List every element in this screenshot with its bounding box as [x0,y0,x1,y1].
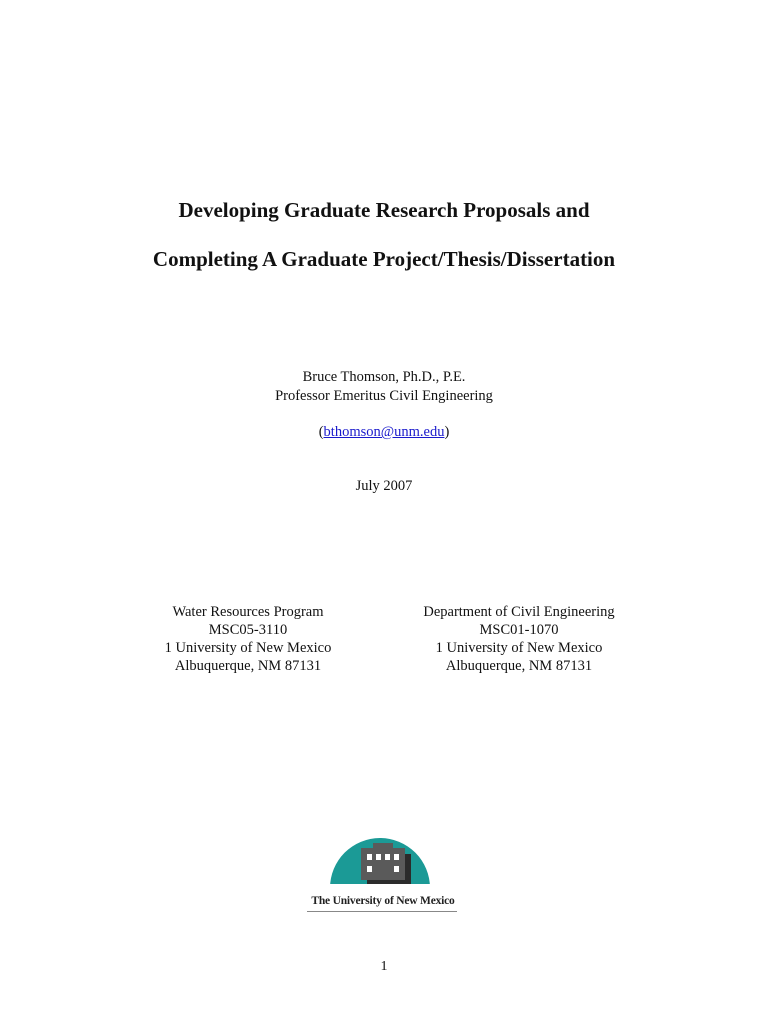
author-email-link[interactable]: bthomson@unm.edu [323,424,445,440]
address-line: Water Resources Program [172,604,324,620]
unm-logo-text: The University of New Mexico [311,895,455,907]
document-title-line-2: Completing A Graduate Project/Thesis/Dissertation [152,247,616,271]
address-line: MSC05-3110 [208,622,288,638]
unm-logo-emblem-icon [325,818,435,890]
address-civil-engineering [388,603,650,675]
logo-underline [307,911,457,912]
page-number: 1 [380,959,388,974]
unm-logo [305,818,465,918]
author-email-line [0,424,768,441]
author-position: Professor Emeritus Civil Engineering [275,388,493,404]
address-line: Albuquerque, NM 87131 [174,658,322,674]
address-water-resources [118,603,378,675]
email-close-paren: ) [444,424,450,440]
address-line: 1 University of New Mexico [435,640,603,656]
address-line: 1 University of New Mexico [164,640,332,656]
author-name: Bruce Thomson, Ph.D., P.E. [302,369,466,385]
address-line: Albuquerque, NM 87131 [445,658,593,674]
document-title-line-1: Developing Graduate Research Proposals and [178,198,590,222]
address-line: MSC01-1070 [479,622,559,638]
email-open-paren: ( [318,424,324,440]
address-line: Department of Civil Engineering [423,604,615,620]
document-date: July 2007 [355,478,413,494]
